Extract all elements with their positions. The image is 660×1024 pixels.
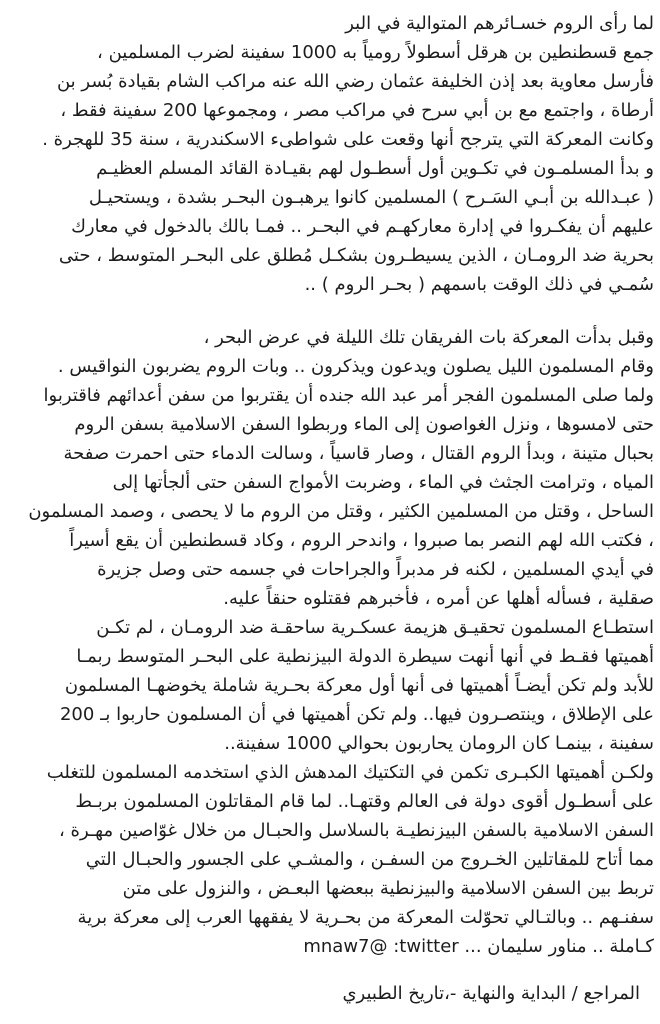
text-line: صقلية ، فسأله أهلها عن أمره ، فأخبرهم فقتلوه حنقاً عليه. [223, 588, 654, 609]
text-line: بحبال متينة ، وبدأ الروم القتال ، وصار قاسياً ، وسالت الدماء حتى احمرت صفحة [63, 443, 654, 464]
references-line: المراجع / البداية والنهاية -،تاريخ الطبيري [342, 983, 640, 1004]
text-line: سُمـي في ذلك الوقت باسمهم ( بحـر الروم ) .. [304, 274, 654, 295]
text-line: لما رأى الروم خسـائرهم المتوالية في البر [345, 13, 654, 34]
text-line: كـاملة .. مناور سليمان ... mnaw7@ :twitter [303, 936, 654, 957]
text-line: وقام المسلمون الليل يصلون ويدعون ويذكرون .. وبات الروم يضربون النواقيس . [57, 356, 654, 377]
paragraph-rome-losses-and-fleets [6, 9, 654, 299]
text-line: وقبل بدأت المعركة بات الفريقان تلك الليلة في عرض البحر ، [203, 327, 654, 348]
text-line: و بدأ المسلمـون في تكـوين أول أسطـول لهم بقيـادة القائد المسلم العظيـم [96, 158, 654, 179]
text-line: تربط بين السفن الاسلامية والبيزنطية ببعضها البعـض ، والنزول على متن [122, 878, 654, 899]
text-line: سفنـهم .. وبالتـالي تحوّلت المعركة من بحـرية لا يفقهها العرب إلى معركة برية [77, 907, 654, 928]
text-line: حتى لامسوها ، ونزل الغواصون إلى الماء وربطوا السفن الاسلامية بسفن الروم [74, 414, 654, 435]
text-line: جمع قسطنطين بن هرقل أسطولاً رومياً به 1000 سفينة لضرب المسلمين ، [97, 42, 654, 63]
text-line: أهميتها فقـط في أنها أنهت سيطرة الدولة البيزنطية على البحـر المتوسط ربمـا [76, 646, 654, 667]
text-line: ( عبـدالله بن أبـي السَـرح ) المسلمين كانوا يرهبـون البحـر بشدة ، ويستحيـل [88, 187, 654, 208]
text-line: في أيدي المسلمين ، لكنه فر مدبراً والجراحات في جسمه حتى وصل جزيرة [97, 559, 654, 580]
text-line: على أسطـول أقوى دولة فى العالم وقتهـا.. لما قام المقاتلون المسلمون بربـط [75, 791, 654, 812]
text-line: بحرية ضد الرومـان ، الذين يسيطـرون بشكـل مُطلق على البحـر المتوسط ، حتى [58, 245, 654, 266]
text-line: المياه ، وترامت الجثث في الماء ، وضربت الأمواج السفن حتى ألجأتها إلى [112, 472, 654, 493]
text-line: استطـاع المسلمون تحقيـق هزيمة عسكـرية ساحقـة ضد الرومـان ، لم تكـن [96, 617, 654, 638]
text-line: الساحل ، وقتل من المسلمين الكثير ، وقتل من الروم ما لا يحصى ، وصمد المسلمون [28, 501, 654, 522]
text-line: للأبد ولم تكن أيضـاً أهميتها فى أنها أول معركة بحـرية شاملة يخوضهـا المسلمون [64, 675, 654, 696]
text-line: وكانت المعركة التي يترجح أنها وقعت على شواطىء الاسكندرية ، سنة 35 للهجرة . [42, 129, 654, 150]
text-line: ، فكتب الله لهم النصر بما صبروا ، واندحر الروم ، وكاد قسطنطين أن يقع أسيراً [69, 530, 654, 551]
text-line: عليهم أن يفكـروا في إدارة معاركهـم في البحـر .. فمـا بالك بالدخول في معارك [71, 216, 654, 237]
text-line: السفن الاسلامية بالسفن البيزنطيـة بالسلاسل والحبـال من خلال غوّاصين مهـرة ، [59, 820, 654, 841]
text-line: مما أتاح للمقاتلين الخـروج من السفـن ، والمشـي على الجسور والحبـال التي [85, 849, 654, 870]
text-line: ولما صلى المسلمون الفجر أمر عبد الله جنده أن يقتربوا من سفن أعدائهم فاقتربوا [43, 385, 654, 406]
text-line: فأرسل معاوية بعد إذن الخليفة عثمان رضي الله عنه مراكب الشام بقيادة بُسر بن [56, 71, 654, 92]
text-line: سفينة ، بينمـا كان الرومان يحاربون بحوالي 1000 سفينة.. [224, 733, 654, 754]
text-line: على الإطلاق ، وينتصـرون فيها.. ولم تكن أهميتها في أن المسلمون حاربوا بـ 200 [59, 704, 654, 725]
paragraph-battle-account [6, 323, 654, 961]
text-line: ولكـن أهميتها الكبـرى تكمن في التكتيك المدهش الذي استخدمه المسلمون للتغلب [46, 762, 654, 783]
text-line: أرطاة ، واجتمع مع بن أبي سرح في مراكب مصر ، ومجموعها 200 سفينة فقط ، [60, 100, 654, 121]
